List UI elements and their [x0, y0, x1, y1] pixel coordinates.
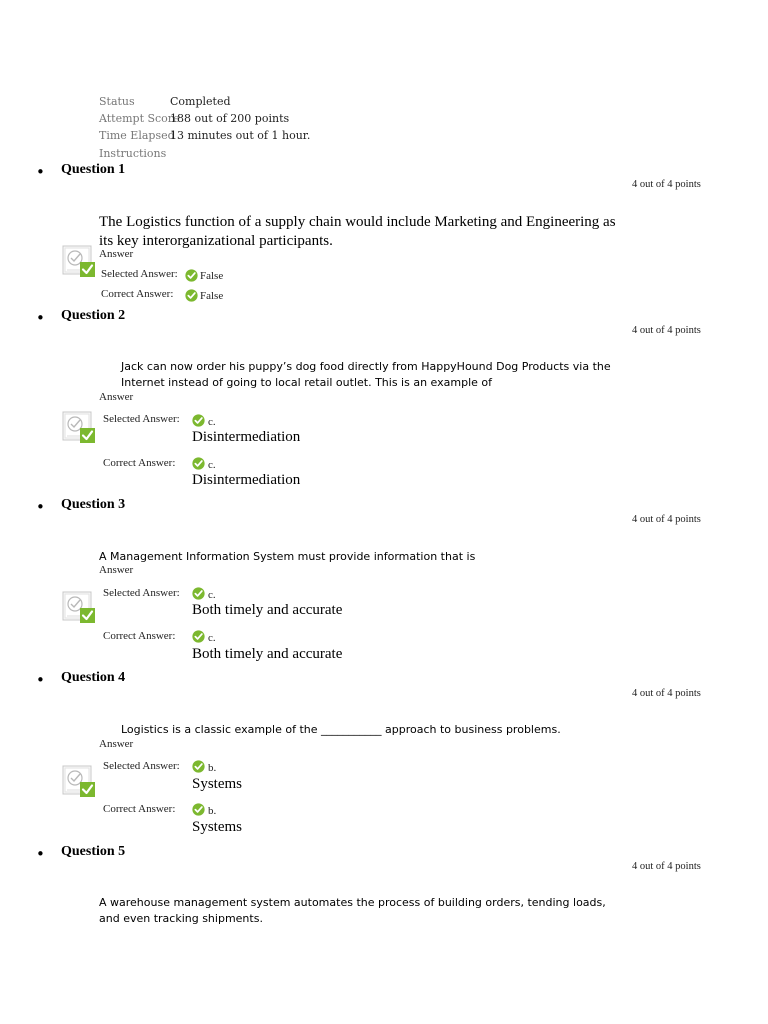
bullet: • [36, 498, 45, 516]
correct-answer-label: Correct Answer: [103, 457, 176, 469]
question-points: 4 out of 4 points [632, 179, 701, 190]
answer-label: Answer [99, 248, 134, 260]
correct-answer-text: Disintermediation [192, 472, 301, 488]
question-text: A Management Information System must provide information that is [99, 550, 476, 563]
bullet: • [36, 845, 45, 863]
question-text: The Logistics function of a supply chain would include Marketing and Engineering as its key interorganizational participants. [99, 214, 616, 249]
green-check-icon [192, 457, 205, 470]
selected-answer-label: Selected Answer: [103, 587, 180, 599]
question-title: Question 5 [61, 844, 126, 859]
question-points: 4 out of 4 points [632, 514, 701, 525]
graded-correct-icon [62, 410, 96, 444]
question-title: Question 2 [61, 308, 126, 323]
correct-answer-label: Correct Answer: [101, 288, 174, 300]
question-title: Question 3 [61, 497, 126, 512]
green-check-icon [192, 587, 205, 600]
selected-answer-text: Systems [192, 776, 243, 792]
status-value: Completed [170, 95, 231, 108]
green-check-icon [192, 803, 205, 816]
answer-label: Answer [99, 564, 134, 576]
selected-answer-label: Selected Answer: [103, 413, 180, 425]
correct-answer-text: Systems [192, 819, 243, 835]
graded-correct-icon [62, 764, 96, 798]
graded-correct-icon [62, 590, 96, 624]
correct-answer-letter: b. [208, 805, 217, 817]
green-check-icon [192, 630, 205, 643]
correct-answer-letter: c. [208, 632, 216, 644]
time-elapsed-value: 13 minutes out of 1 hour. [170, 129, 311, 142]
green-check-icon [192, 414, 205, 427]
bullet: • [36, 309, 45, 327]
green-check-icon [185, 269, 198, 282]
answer-label: Answer [99, 738, 134, 750]
correct-answer-value: False [200, 290, 224, 302]
selected-answer-label: Selected Answer: [103, 760, 180, 772]
bullet: • [36, 671, 45, 689]
graded-correct-icon [62, 244, 96, 278]
instructions-label: Instructions [99, 147, 167, 160]
selected-answer-letter: c. [208, 589, 216, 601]
selected-answer-letter: c. [208, 416, 216, 428]
question-title: Question 4 [61, 670, 126, 685]
correct-answer-letter: c. [208, 459, 216, 471]
selected-answer-letter: b. [208, 762, 217, 774]
correct-answer-label: Correct Answer: [103, 803, 176, 815]
selected-answer-text: Disintermediation [192, 429, 301, 445]
question-points: 4 out of 4 points [632, 688, 701, 699]
status-label: Status [99, 95, 135, 108]
answer-label: Answer [99, 391, 134, 403]
correct-answer-label: Correct Answer: [103, 630, 176, 642]
selected-answer-text: Both timely and accurate [192, 602, 343, 618]
attempt-score-label: Attempt Score [99, 112, 180, 125]
question-text: A warehouse management system automates the process of building orders, tending loads, and even tracking shipments. [99, 896, 606, 925]
correct-answer-text: Both timely and accurate [192, 646, 343, 662]
bullet: • [36, 163, 45, 181]
green-check-icon [185, 289, 198, 302]
green-check-icon [192, 760, 205, 773]
time-elapsed-label: Time Elapsed [99, 129, 175, 142]
question-text: Logistics is a classic example of the ___________ approach to business problems. [121, 723, 561, 736]
question-text: Jack can now order his puppy’s dog food directly from HappyHound Dog Products via the Internet instead of going to local retail outlet. This is an example of [121, 360, 611, 389]
attempt-score-value: 188 out of 200 points [170, 112, 290, 125]
selected-answer-value: False [200, 270, 224, 282]
question-points: 4 out of 4 points [632, 861, 701, 872]
selected-answer-label: Selected Answer: [101, 268, 178, 280]
question-points: 4 out of 4 points [632, 325, 701, 336]
question-title: Question 1 [61, 162, 126, 177]
